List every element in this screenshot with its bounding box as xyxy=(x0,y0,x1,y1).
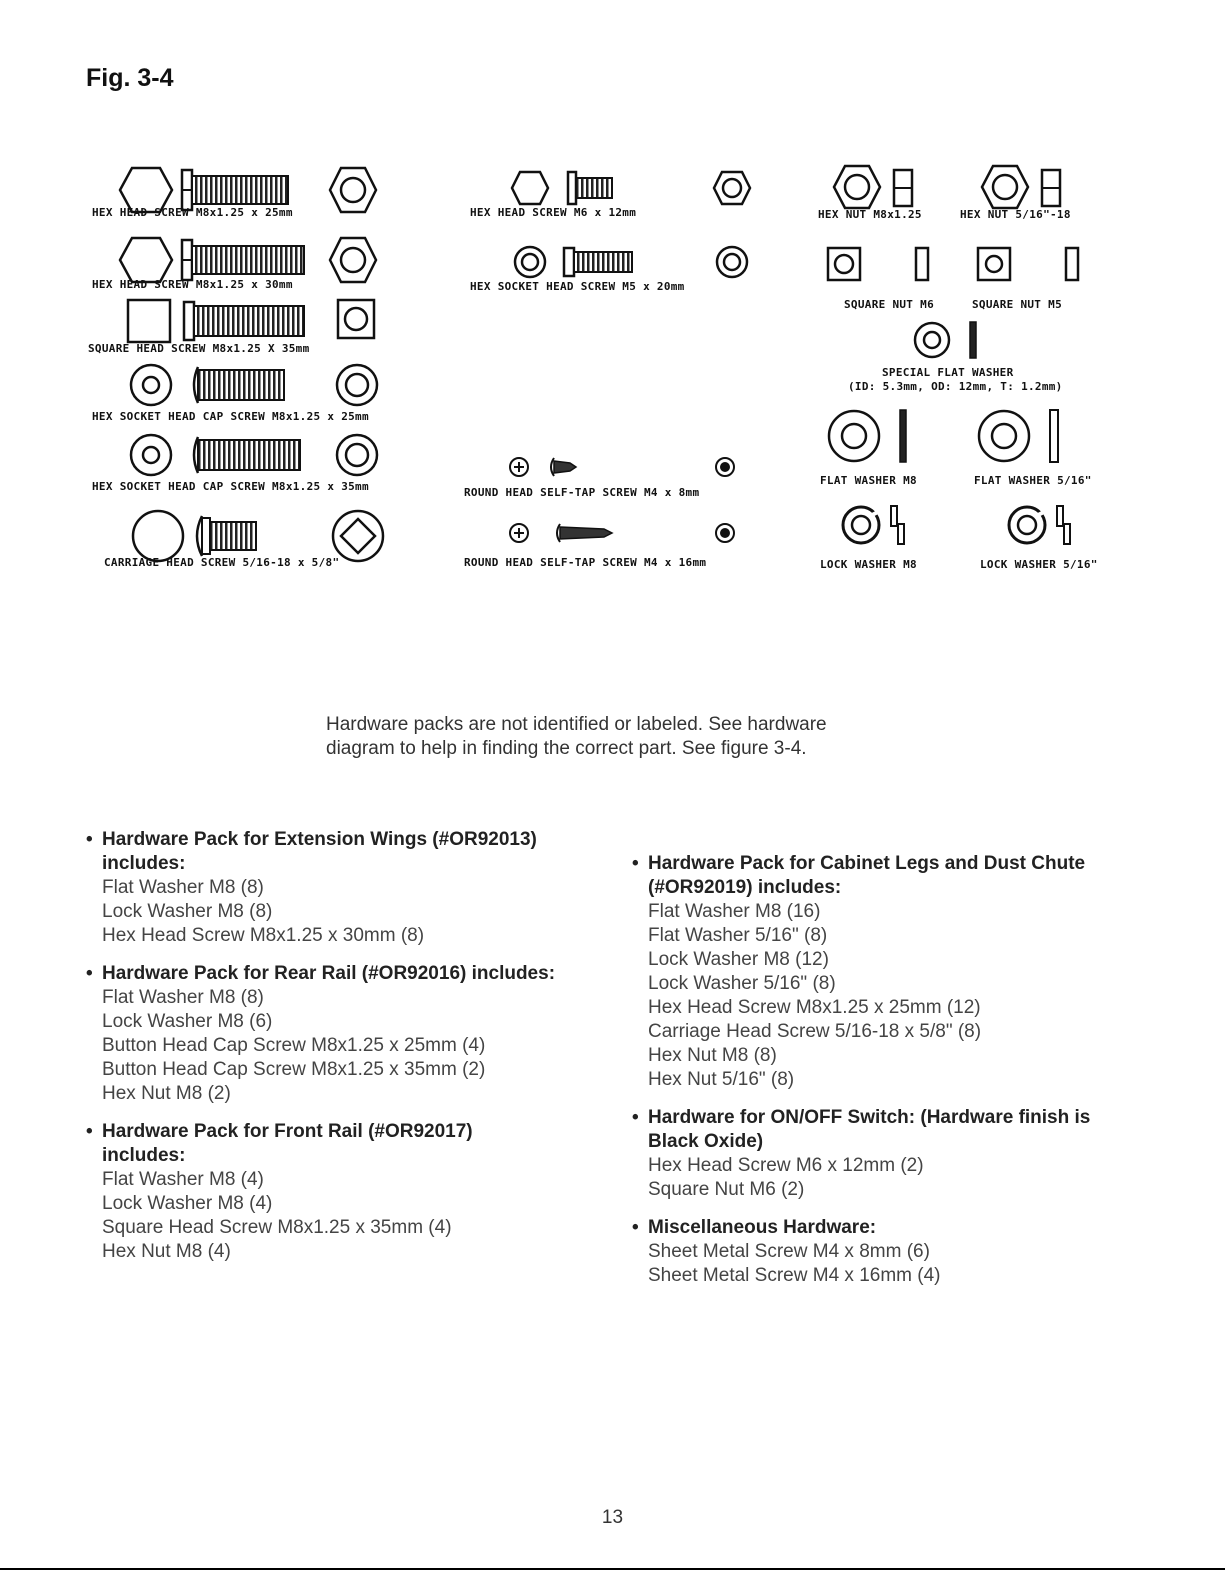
hex-head-top-view-icon xyxy=(328,236,378,284)
list-item: Flat Washer 5/16" (8) xyxy=(648,925,828,946)
label-socket-head-screw-m5: HEX SOCKET HEAD SCREW M5 x 20mm xyxy=(470,280,685,293)
list-item: Button Head Cap Screw M8x1.25 x 25mm (4) xyxy=(102,1035,486,1056)
list-item: Hex Head Screw M6 x 12mm (2) xyxy=(648,1155,924,1176)
list-item: Lock Washer M8 (4) xyxy=(102,1193,273,1214)
square-nut-m5-top-view-icon xyxy=(976,246,1012,282)
page-number: 13 xyxy=(601,1507,624,1528)
label-lock-washer-m8: LOCK WASHER M8 xyxy=(820,558,917,571)
socket-cap-top-view-icon xyxy=(334,362,380,408)
pack-heading: • Hardware Pack for Extension Wings (#OR92013) includes: xyxy=(102,828,555,876)
special-flat-washer-top-view-icon xyxy=(912,320,952,360)
label-flat-washer-5-16: FLAT WASHER 5/16" xyxy=(974,474,1092,487)
lock-washer-m8-top-view-icon xyxy=(840,504,882,546)
list-item: Carriage Head Screw 5/16-18 x 5/8" (8) xyxy=(648,1021,982,1042)
label-special-flat-washer-dims: (ID: 5.3mm, OD: 12mm, T: 1.2mm) xyxy=(848,380,1063,393)
bottom-divider xyxy=(0,1568,1225,1570)
round-head-end-view-icon xyxy=(508,456,530,478)
socket-head-top-view-icon xyxy=(714,244,750,280)
lock-washer-5-16-top-view-icon xyxy=(1006,504,1048,546)
hex-nut-m8-top-view-icon xyxy=(832,164,882,210)
list-item: Flat Washer M8 (4) xyxy=(102,1169,264,1190)
square-head-screw-side-icon xyxy=(182,300,308,342)
label-carriage-head-screw: CARRIAGE HEAD SCREW 5/16-18 x 5/8" xyxy=(104,556,340,569)
list-item: Lock Washer 5/16" (8) xyxy=(648,973,836,994)
square-nut-m6-top-view-icon xyxy=(826,246,862,282)
hex-nut-5-16-top-view-icon xyxy=(980,164,1030,210)
label-socket-cap-screw-m8x25: HEX SOCKET HEAD CAP SCREW M8x1.25 x 25mm xyxy=(92,410,369,423)
hex-nut-5-16-side-icon xyxy=(1040,168,1062,208)
hex-head-screw-m6-side-icon xyxy=(566,170,616,206)
square-nut-m6-side-icon xyxy=(914,246,930,282)
carriage-head-screw-side-icon xyxy=(190,514,260,558)
label-hex-head-screw-m8x25: HEX HEAD SCREW M8x1.25 x 25mm xyxy=(92,206,293,219)
figure-title: Fig. 3-4 xyxy=(86,64,174,92)
list-item: Flat Washer M8 (8) xyxy=(102,987,264,1008)
hex-head-end-view-icon xyxy=(510,170,550,206)
list-item: Flat Washer M8 (8) xyxy=(102,877,264,898)
list-item: Square Nut M6 (2) xyxy=(648,1179,805,1200)
round-head-top-view-icon xyxy=(714,456,736,478)
list-item: Sheet Metal Screw M4 x 16mm (4) xyxy=(648,1265,941,1286)
hardware-note xyxy=(326,713,926,761)
label-square-nut-m5: SQUARE NUT M5 xyxy=(972,298,1062,311)
socket-cap-top-view-icon xyxy=(334,432,380,478)
hex-head-top-view-icon xyxy=(712,170,752,206)
hardware-packs-left xyxy=(102,828,555,1264)
label-lock-washer-5-16: LOCK WASHER 5/16" xyxy=(980,558,1098,571)
list-item: Lock Washer M8 (6) xyxy=(102,1011,273,1032)
pack-heading: • Hardware Pack for Cabinet Legs and Dust Chute (#OR92019) includes: xyxy=(648,852,1090,900)
label-square-nut-m6: SQUARE NUT M6 xyxy=(844,298,934,311)
list-item: Hex Head Screw M8x1.25 x 30mm (8) xyxy=(102,925,425,946)
pack-heading: • Miscellaneous Hardware: xyxy=(648,1216,1090,1240)
label-hex-nut-5-16: HEX NUT 5/16"-18 xyxy=(960,208,1071,221)
flat-washer-m8-top-view-icon xyxy=(826,408,882,464)
label-square-head-screw-m8x35: SQUARE HEAD SCREW M8x1.25 X 35mm xyxy=(88,342,310,355)
list-item: Hex Nut 5/16" (8) xyxy=(648,1069,795,1090)
socket-cap-screw-side-icon xyxy=(188,364,288,406)
list-item: Square Head Screw M8x1.25 x 35mm (4) xyxy=(102,1217,452,1238)
list-item: Flat Washer M8 (16) xyxy=(648,901,821,922)
list-item: Hex Head Screw M8x1.25 x 25mm (12) xyxy=(648,997,981,1018)
list-item: Lock Washer M8 (8) xyxy=(102,901,273,922)
lock-washer-m8-side-icon xyxy=(888,504,908,546)
list-item: Lock Washer M8 (12) xyxy=(648,949,829,970)
special-flat-washer-side-icon xyxy=(968,320,978,360)
hex-head-top-view-icon xyxy=(328,166,378,214)
label-round-head-self-tap-m4x16: ROUND HEAD SELF-TAP SCREW M4 x 16mm xyxy=(464,556,707,569)
hex-nut-m8-side-icon xyxy=(892,168,914,208)
label-round-head-self-tap-m4x8: ROUND HEAD SELF-TAP SCREW M4 x 8mm xyxy=(464,486,700,499)
pack-heading: • Hardware for ON/OFF Switch: (Hardware finish is Black Oxide) xyxy=(648,1106,1090,1154)
square-nut-m5-side-icon xyxy=(1064,246,1080,282)
list-item: Hex Nut M8 (4) xyxy=(102,1241,231,1262)
self-tap-screw-m4x8-side-icon xyxy=(548,456,578,478)
list-item: Sheet Metal Screw M4 x 8mm (6) xyxy=(648,1241,930,1262)
socket-head-end-view-icon xyxy=(512,244,548,280)
socket-cap-end-view-icon xyxy=(128,362,174,408)
list-item: Hex Nut M8 (2) xyxy=(102,1083,231,1104)
socket-cap-end-view-icon xyxy=(128,432,174,478)
label-hex-nut-m8: HEX NUT M8x1.25 xyxy=(818,208,922,221)
hardware-packs-right xyxy=(648,852,1090,1288)
round-head-top-view-icon xyxy=(714,522,736,544)
lock-washer-5-16-side-icon xyxy=(1054,504,1074,546)
list-item: Hex Nut M8 (8) xyxy=(648,1045,777,1066)
list-item: Button Head Cap Screw M8x1.25 x 35mm (2) xyxy=(102,1059,486,1080)
hex-head-screw-side-icon xyxy=(180,236,308,284)
flat-washer-5-16-side-icon xyxy=(1048,408,1060,464)
note-line-2: diagram to help in finding the correct part. See figure 3-4. xyxy=(326,738,807,759)
label-hex-head-screw-m8x30: HEX HEAD SCREW M8x1.25 x 30mm xyxy=(92,278,293,291)
round-head-end-view-icon xyxy=(508,522,530,544)
self-tap-screw-m4x16-side-icon xyxy=(554,522,614,544)
square-head-top-view-icon xyxy=(336,298,376,340)
square-head-end-view-icon xyxy=(126,298,172,344)
label-special-flat-washer: SPECIAL FLAT WASHER xyxy=(882,366,1014,379)
label-socket-cap-screw-m8x35: HEX SOCKET HEAD CAP SCREW M8x1.25 x 35mm xyxy=(92,480,369,493)
socket-cap-screw-side-icon xyxy=(188,434,304,476)
pack-heading: • Hardware Pack for Rear Rail (#OR92016) includes: xyxy=(102,962,555,986)
label-hex-head-screw-m6: HEX HEAD SCREW M6 x 12mm xyxy=(470,206,637,219)
label-flat-washer-m8: FLAT WASHER M8 xyxy=(820,474,917,487)
note-line-1: Hardware packs are not identified or labeled. See hardware xyxy=(326,714,827,735)
hex-head-end-view-icon xyxy=(118,236,174,284)
flat-washer-m8-side-icon xyxy=(898,408,908,464)
flat-washer-5-16-top-view-icon xyxy=(976,408,1032,464)
socket-head-screw-m5-side-icon xyxy=(562,246,636,278)
pack-heading: • Hardware Pack for Front Rail (#OR92017) includes: xyxy=(102,1120,555,1168)
